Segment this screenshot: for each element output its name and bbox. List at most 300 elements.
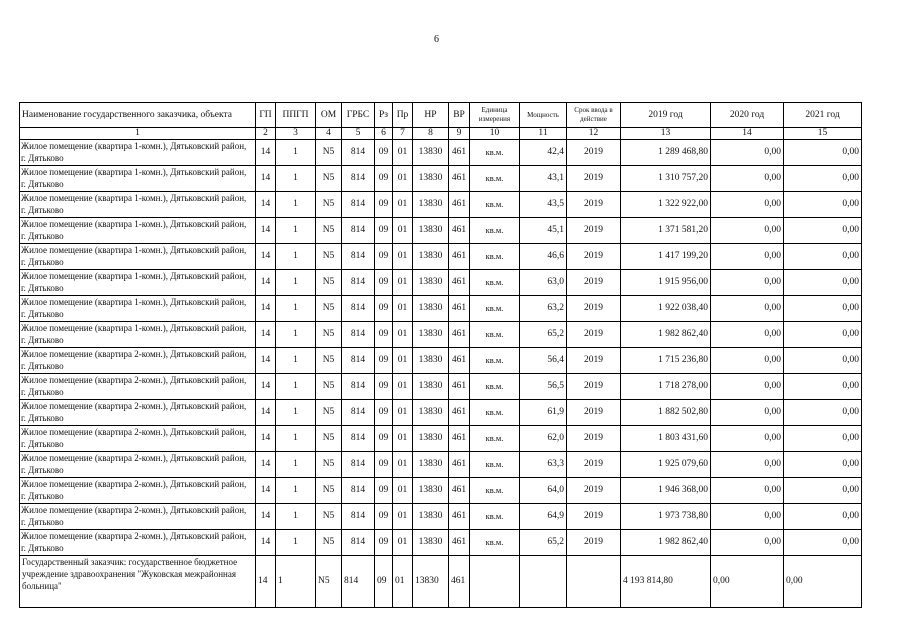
- cell-ppgp: 1: [276, 504, 316, 530]
- header-cell: ППГП: [276, 103, 316, 128]
- cell-term: 2019: [567, 322, 621, 348]
- cell-vr: 461: [449, 218, 470, 244]
- cell-term: 2019: [567, 504, 621, 530]
- cell-vr: 461: [449, 530, 470, 556]
- cell-name: Жилое помещение (квартира 1-комн.), Дятьковский район, г. Дятьково: [20, 140, 256, 166]
- cell-pr: 01: [393, 556, 413, 608]
- cell-nr: 13830: [413, 192, 449, 218]
- cell-pr: 01: [393, 270, 413, 296]
- cell-name: Жилое помещение (квартира 1-комн.), Дятьковский район, г. Дятьково: [20, 270, 256, 296]
- cell-rz: 09: [375, 244, 393, 270]
- cell-nr: 13830: [413, 478, 449, 504]
- cell-power: 56,5: [520, 374, 567, 400]
- cell-y2020: 0,00: [711, 400, 784, 426]
- cell-grbs: 814: [342, 530, 375, 556]
- column-number-cell: 5: [342, 128, 375, 140]
- table-row: [20, 452, 862, 478]
- cell-om: N5: [316, 192, 342, 218]
- cell-grbs: 814: [342, 296, 375, 322]
- cell-power: 64,9: [520, 504, 567, 530]
- cell-om: N5: [316, 504, 342, 530]
- cell-y2021: 0,00: [784, 296, 862, 322]
- cell-y2021: 0,00: [784, 244, 862, 270]
- header-cell: 2019 год: [621, 103, 711, 128]
- cell-om: N5: [316, 374, 342, 400]
- cell-gp: 14: [256, 452, 276, 478]
- cell-nr: 13830: [413, 270, 449, 296]
- cell-ppgp: 1: [276, 244, 316, 270]
- cell-pr: 01: [393, 478, 413, 504]
- cell-unit: [470, 556, 520, 608]
- cell-y2020: 0,00: [711, 192, 784, 218]
- cell-y2019: 1 289 468,80: [621, 140, 711, 166]
- cell-y2021: 0,00: [784, 348, 862, 374]
- cell-nr: 13830: [413, 348, 449, 374]
- header-cell: ГП: [256, 103, 276, 128]
- cell-name: Жилое помещение (квартира 2-комн.), Дятьковский район, г. Дятьково: [20, 504, 256, 530]
- cell-y2021: 0,00: [784, 556, 862, 608]
- header-cell: ВР: [449, 103, 470, 128]
- cell-gp: 14: [256, 296, 276, 322]
- cell-y2020: 0,00: [711, 140, 784, 166]
- cell-gp: 14: [256, 322, 276, 348]
- cell-om: N5: [316, 296, 342, 322]
- cell-om: N5: [316, 452, 342, 478]
- cell-y2019: 1 310 757,20: [621, 166, 711, 192]
- cell-vr: 461: [449, 426, 470, 452]
- cell-y2019: 1 715 236,80: [621, 348, 711, 374]
- cell-pr: 01: [393, 400, 413, 426]
- cell-y2019: 1 925 079,60: [621, 452, 711, 478]
- cell-unit: кв.м.: [470, 452, 520, 478]
- cell-ppgp: 1: [276, 270, 316, 296]
- cell-y2021: 0,00: [784, 322, 862, 348]
- cell-vr: 461: [449, 166, 470, 192]
- cell-power: 43,5: [520, 192, 567, 218]
- header-cell: НР: [413, 103, 449, 128]
- cell-rz: 09: [375, 530, 393, 556]
- cell-power: 63,2: [520, 296, 567, 322]
- cell-y2019: 1 417 199,20: [621, 244, 711, 270]
- cell-term: 2019: [567, 426, 621, 452]
- header-cell: ОМ: [316, 103, 342, 128]
- cell-om: N5: [316, 218, 342, 244]
- table-body: [20, 140, 862, 608]
- cell-grbs: 814: [342, 504, 375, 530]
- table-row: [20, 192, 862, 218]
- cell-name: Жилое помещение (квартира 2-комн.), Дятьковский район, г. Дятьково: [20, 426, 256, 452]
- cell-term: 2019: [567, 166, 621, 192]
- cell-term: 2019: [567, 218, 621, 244]
- table-row: [20, 296, 862, 322]
- cell-om: N5: [316, 270, 342, 296]
- cell-rz: 09: [375, 556, 393, 608]
- cell-ppgp: 1: [276, 478, 316, 504]
- cell-gp: 14: [256, 270, 276, 296]
- cell-y2019: 1 915 956,00: [621, 270, 711, 296]
- cell-pr: 01: [393, 452, 413, 478]
- cell-y2020: 0,00: [711, 348, 784, 374]
- cell-vr: 461: [449, 192, 470, 218]
- cell-unit: кв.м.: [470, 504, 520, 530]
- cell-term: 2019: [567, 270, 621, 296]
- cell-gp: 14: [256, 478, 276, 504]
- cell-gp: 14: [256, 348, 276, 374]
- cell-vr: 461: [449, 374, 470, 400]
- cell-power: 65,2: [520, 530, 567, 556]
- cell-grbs: 814: [342, 400, 375, 426]
- cell-power: 42,4: [520, 140, 567, 166]
- cell-grbs: 814: [342, 556, 375, 608]
- cell-om: N5: [316, 140, 342, 166]
- column-number-cell: 14: [711, 128, 784, 140]
- total-row: [20, 556, 862, 608]
- cell-y2021: 0,00: [784, 166, 862, 192]
- cell-power: 64,0: [520, 478, 567, 504]
- cell-ppgp: 1: [276, 452, 316, 478]
- cell-pr: 01: [393, 374, 413, 400]
- cell-vr: 461: [449, 348, 470, 374]
- cell-grbs: 814: [342, 244, 375, 270]
- table-row: [20, 244, 862, 270]
- cell-name: Жилое помещение (квартира 2-комн.), Дятьковский район, г. Дятьково: [20, 530, 256, 556]
- cell-grbs: 814: [342, 270, 375, 296]
- budget-table: [19, 102, 862, 608]
- column-number-cell: 4: [316, 128, 342, 140]
- cell-y2020: 0,00: [711, 270, 784, 296]
- header-cell: Единица измерения: [470, 103, 520, 128]
- cell-nr: 13830: [413, 166, 449, 192]
- cell-unit: кв.м.: [470, 244, 520, 270]
- table-row: [20, 348, 862, 374]
- cell-rz: 09: [375, 426, 393, 452]
- cell-vr: 461: [449, 400, 470, 426]
- cell-om: N5: [316, 478, 342, 504]
- cell-grbs: 814: [342, 374, 375, 400]
- column-number-cell: 11: [520, 128, 567, 140]
- cell-unit: кв.м.: [470, 296, 520, 322]
- cell-term: 2019: [567, 452, 621, 478]
- cell-pr: 01: [393, 244, 413, 270]
- cell-unit: кв.м.: [470, 374, 520, 400]
- cell-y2019: 1 922 038,40: [621, 296, 711, 322]
- cell-gp: 14: [256, 218, 276, 244]
- cell-rz: 09: [375, 452, 393, 478]
- cell-y2020: 0,00: [711, 478, 784, 504]
- cell-unit: кв.м.: [470, 478, 520, 504]
- cell-y2021: 0,00: [784, 400, 862, 426]
- cell-name: Жилое помещение (квартира 2-комн.), Дятьковский район, г. Дятьково: [20, 478, 256, 504]
- cell-y2019: 1 803 431,60: [621, 426, 711, 452]
- header-cell: Пр: [393, 103, 413, 128]
- cell-y2021: 0,00: [784, 192, 862, 218]
- cell-om: N5: [316, 166, 342, 192]
- cell-ppgp: 1: [276, 556, 316, 608]
- cell-vr: 461: [449, 478, 470, 504]
- cell-y2019: 1 946 368,00: [621, 478, 711, 504]
- cell-grbs: 814: [342, 426, 375, 452]
- cell-y2020: 0,00: [711, 530, 784, 556]
- cell-y2019: 1 982 862,40: [621, 322, 711, 348]
- header-cell: ГРБС: [342, 103, 375, 128]
- cell-nr: 13830: [413, 322, 449, 348]
- cell-name: Жилое помещение (квартира 1-комн.), Дятьковский район, г. Дятьково: [20, 166, 256, 192]
- cell-y2021: 0,00: [784, 140, 862, 166]
- cell-y2021: 0,00: [784, 504, 862, 530]
- cell-y2019: 4 193 814,80: [621, 556, 711, 608]
- cell-rz: 09: [375, 166, 393, 192]
- cell-term: 2019: [567, 348, 621, 374]
- cell-gp: 14: [256, 374, 276, 400]
- cell-pr: 01: [393, 140, 413, 166]
- cell-rz: 09: [375, 348, 393, 374]
- cell-gp: 14: [256, 530, 276, 556]
- table-row: [20, 504, 862, 530]
- cell-nr: 13830: [413, 426, 449, 452]
- cell-gp: 14: [256, 166, 276, 192]
- cell-rz: 09: [375, 218, 393, 244]
- cell-om: N5: [316, 322, 342, 348]
- cell-grbs: 814: [342, 322, 375, 348]
- cell-gp: 14: [256, 426, 276, 452]
- cell-power: 63,3: [520, 452, 567, 478]
- cell-vr: 461: [449, 270, 470, 296]
- cell-unit: кв.м.: [470, 348, 520, 374]
- cell-term: 2019: [567, 374, 621, 400]
- cell-pr: 01: [393, 166, 413, 192]
- cell-y2020: 0,00: [711, 426, 784, 452]
- table-row: [20, 530, 862, 556]
- table-row: [20, 374, 862, 400]
- table-row: [20, 140, 862, 166]
- cell-power: 43,1: [520, 166, 567, 192]
- cell-pr: 01: [393, 530, 413, 556]
- cell-name: Жилое помещение (квартира 1-комн.), Дятьковский район, г. Дятьково: [20, 322, 256, 348]
- header-cell: 2020 год: [711, 103, 784, 128]
- cell-nr: 13830: [413, 452, 449, 478]
- cell-grbs: 814: [342, 192, 375, 218]
- cell-y2020: 0,00: [711, 218, 784, 244]
- cell-om: N5: [316, 244, 342, 270]
- column-number-cell: 15: [784, 128, 862, 140]
- cell-unit: кв.м.: [470, 166, 520, 192]
- column-number-cell: 1: [20, 128, 256, 140]
- cell-gp: 14: [256, 504, 276, 530]
- header-cell: Мощность: [520, 103, 567, 128]
- cell-name: Жилое помещение (квартира 1-комн.), Дятьковский район, г. Дятьково: [20, 296, 256, 322]
- cell-gp: 14: [256, 192, 276, 218]
- cell-rz: 09: [375, 270, 393, 296]
- cell-power: 65,2: [520, 322, 567, 348]
- cell-name: Жилое помещение (квартира 2-комн.), Дятьковский район, г. Дятьково: [20, 400, 256, 426]
- column-number-cell: 13: [621, 128, 711, 140]
- cell-gp: 14: [256, 400, 276, 426]
- cell-pr: 01: [393, 322, 413, 348]
- cell-om: N5: [316, 348, 342, 374]
- column-number-cell: 9: [449, 128, 470, 140]
- cell-gp: 14: [256, 140, 276, 166]
- cell-rz: 09: [375, 374, 393, 400]
- column-number-cell: 2: [256, 128, 276, 140]
- cell-y2021: 0,00: [784, 270, 862, 296]
- cell-name: Жилое помещение (квартира 2-комн.), Дятьковский район, г. Дятьково: [20, 374, 256, 400]
- cell-unit: кв.м.: [470, 218, 520, 244]
- cell-vr: 461: [449, 556, 470, 608]
- header-cell: Срок ввода в действие: [567, 103, 621, 128]
- cell-y2020: 0,00: [711, 556, 784, 608]
- cell-ppgp: 1: [276, 218, 316, 244]
- header-cell: Рз: [375, 103, 393, 128]
- cell-unit: кв.м.: [470, 322, 520, 348]
- cell-y2020: 0,00: [711, 452, 784, 478]
- cell-term: [567, 556, 621, 608]
- cell-term: 2019: [567, 244, 621, 270]
- table-row: [20, 270, 862, 296]
- cell-grbs: 814: [342, 452, 375, 478]
- cell-y2020: 0,00: [711, 374, 784, 400]
- table-row: [20, 218, 862, 244]
- table-row: [20, 166, 862, 192]
- cell-name: Государственный заказчик: государственное бюджетное учреждение здравоохранения "Жуковская межрайонная больница": [20, 556, 256, 608]
- cell-name: Жилое помещение (квартира 1-комн.), Дятьковский район, г. Дятьково: [20, 192, 256, 218]
- cell-y2020: 0,00: [711, 504, 784, 530]
- cell-ppgp: 1: [276, 530, 316, 556]
- cell-power: 45,1: [520, 218, 567, 244]
- cell-y2021: 0,00: [784, 218, 862, 244]
- cell-nr: 13830: [413, 140, 449, 166]
- cell-om: N5: [316, 400, 342, 426]
- cell-pr: 01: [393, 218, 413, 244]
- cell-vr: 461: [449, 244, 470, 270]
- cell-term: 2019: [567, 530, 621, 556]
- cell-y2019: 1 718 278,00: [621, 374, 711, 400]
- cell-y2020: 0,00: [711, 166, 784, 192]
- cell-rz: 09: [375, 478, 393, 504]
- cell-nr: 13830: [413, 244, 449, 270]
- table-row: [20, 426, 862, 452]
- column-number-cell: 10: [470, 128, 520, 140]
- cell-rz: 09: [375, 192, 393, 218]
- cell-y2019: 1 982 862,40: [621, 530, 711, 556]
- cell-power: 62,0: [520, 426, 567, 452]
- cell-gp: 14: [256, 556, 276, 608]
- cell-vr: 461: [449, 296, 470, 322]
- cell-rz: 09: [375, 140, 393, 166]
- cell-name: Жилое помещение (квартира 1-комн.), Дятьковский район, г. Дятьково: [20, 244, 256, 270]
- column-number-cell: 7: [393, 128, 413, 140]
- cell-power: 63,0: [520, 270, 567, 296]
- cell-ppgp: 1: [276, 192, 316, 218]
- cell-term: 2019: [567, 140, 621, 166]
- cell-rz: 09: [375, 400, 393, 426]
- cell-om: N5: [316, 426, 342, 452]
- cell-y2021: 0,00: [784, 452, 862, 478]
- cell-unit: кв.м.: [470, 400, 520, 426]
- cell-pr: 01: [393, 426, 413, 452]
- cell-y2019: 1 322 922,00: [621, 192, 711, 218]
- cell-grbs: 814: [342, 478, 375, 504]
- header-cell: Наименование государственного заказчика, объекта: [20, 103, 256, 128]
- cell-rz: 09: [375, 322, 393, 348]
- cell-ppgp: 1: [276, 140, 316, 166]
- cell-ppgp: 1: [276, 322, 316, 348]
- cell-ppgp: 1: [276, 426, 316, 452]
- column-number-row: [20, 128, 862, 140]
- cell-om: N5: [316, 530, 342, 556]
- header-cell: 2021 год: [784, 103, 862, 128]
- cell-y2021: 0,00: [784, 374, 862, 400]
- cell-y2019: 1 882 502,80: [621, 400, 711, 426]
- cell-y2019: 1 973 738,80: [621, 504, 711, 530]
- cell-vr: 461: [449, 504, 470, 530]
- cell-pr: 01: [393, 296, 413, 322]
- cell-y2019: 1 371 581,20: [621, 218, 711, 244]
- cell-y2021: 0,00: [784, 478, 862, 504]
- cell-ppgp: 1: [276, 166, 316, 192]
- cell-term: 2019: [567, 296, 621, 322]
- cell-term: 2019: [567, 478, 621, 504]
- cell-y2021: 0,00: [784, 426, 862, 452]
- cell-y2020: 0,00: [711, 322, 784, 348]
- cell-vr: 461: [449, 140, 470, 166]
- cell-pr: 01: [393, 348, 413, 374]
- cell-nr: 13830: [413, 556, 449, 608]
- table-row: [20, 400, 862, 426]
- cell-unit: кв.м.: [470, 270, 520, 296]
- cell-name: Жилое помещение (квартира 2-комн.), Дятьковский район, г. Дятьково: [20, 348, 256, 374]
- cell-nr: 13830: [413, 400, 449, 426]
- cell-pr: 01: [393, 504, 413, 530]
- cell-power: 46,6: [520, 244, 567, 270]
- cell-unit: кв.м.: [470, 192, 520, 218]
- table-row: [20, 478, 862, 504]
- cell-power: 61,9: [520, 400, 567, 426]
- cell-power: [520, 556, 567, 608]
- page-number: 6: [434, 34, 439, 45]
- cell-gp: 14: [256, 244, 276, 270]
- cell-grbs: 814: [342, 218, 375, 244]
- cell-y2021: 0,00: [784, 530, 862, 556]
- cell-pr: 01: [393, 192, 413, 218]
- cell-y2020: 0,00: [711, 244, 784, 270]
- cell-nr: 13830: [413, 530, 449, 556]
- table-row: [20, 322, 862, 348]
- column-number-cell: 8: [413, 128, 449, 140]
- cell-term: 2019: [567, 192, 621, 218]
- cell-rz: 09: [375, 296, 393, 322]
- column-number-cell: 6: [375, 128, 393, 140]
- cell-unit: кв.м.: [470, 426, 520, 452]
- cell-unit: кв.м.: [470, 530, 520, 556]
- cell-name: Жилое помещение (квартира 1-комн.), Дятьковский район, г. Дятьково: [20, 218, 256, 244]
- cell-om: N5: [316, 556, 342, 608]
- cell-grbs: 814: [342, 348, 375, 374]
- cell-nr: 13830: [413, 374, 449, 400]
- header-row: [20, 103, 862, 128]
- cell-ppgp: 1: [276, 348, 316, 374]
- cell-nr: 13830: [413, 504, 449, 530]
- cell-name: Жилое помещение (квартира 2-комн.), Дятьковский район, г. Дятьково: [20, 452, 256, 478]
- cell-term: 2019: [567, 400, 621, 426]
- cell-grbs: 814: [342, 166, 375, 192]
- cell-ppgp: 1: [276, 374, 316, 400]
- cell-unit: кв.м.: [470, 140, 520, 166]
- cell-grbs: 814: [342, 140, 375, 166]
- column-number-cell: 12: [567, 128, 621, 140]
- cell-rz: 09: [375, 504, 393, 530]
- cell-ppgp: 1: [276, 296, 316, 322]
- cell-vr: 461: [449, 452, 470, 478]
